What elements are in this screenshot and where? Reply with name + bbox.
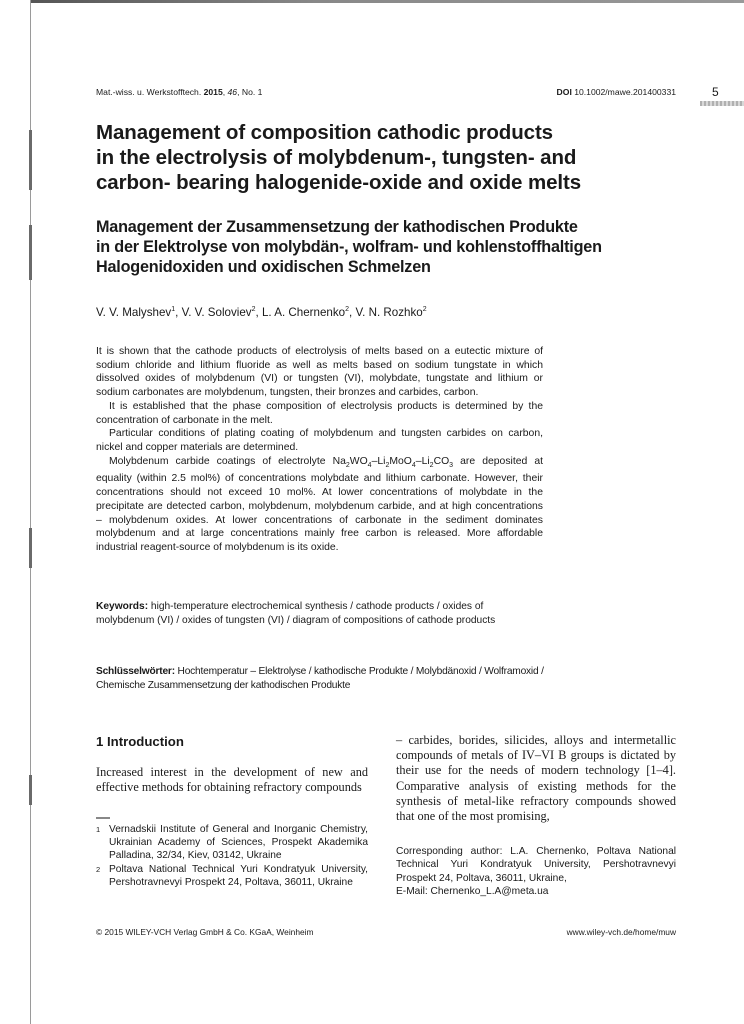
scan-artifact <box>29 225 32 280</box>
author: V. V. Malyshev$^1$ <box>96 306 176 319</box>
body-text-column-2: – carbides, borides, silicides, alloys and intermetallic compounds of metals of IV–VI B groups is dictated by their use for the needs of modern technology [1–4]. Comparative analysis of existing methods for the synthesis of metal-like refractory compounds showed that one of the most promising, <box>396 733 676 824</box>
german-keywords-text: Hochtemperatur – Elektrolyse / kathodische Produkte / Molybdänoxid / Wolframoxid / Chemische Zusammensetzung der kathodischen Produkte <box>96 666 544 691</box>
scan-artifact <box>29 130 32 190</box>
copyright: © 2015 WILEY-VCH Verlag GmbH & Co. KGaA, Weinheim <box>96 927 314 937</box>
author-list: V. V. Malyshev$^1$, V. V. Soloviev$^2$, L. A. Chernenko$^2$, V. N. Rozhko$^2$ <box>96 306 427 319</box>
title-line: in the electrolysis of molybdenum-, tungsten- and <box>96 146 577 169</box>
corresponding-author-email[interactable]: E-Mail: Chernenko_L.A@meta.ua <box>396 885 549 897</box>
keywords <box>96 600 536 627</box>
scan-artifact <box>29 775 32 805</box>
abstract-paragraph: Molybdenum carbide coatings of electrolyte $Na_2WO_4-Li_2MoO_4-Li_2CO_3$ are deposited at equality (within 2.5 mol%) of concentrations molybdate and lithium carbonate. However, their concentrations should not exceed 10 mol%. At lower concentrations of molybdate in the precipitate are detected carbon, molybdenum, molybdenum carbide, and at high concentrations – molybdenum oxides. At lower concentrations of carbonate in the sediment dominates molybdenum and at large concentrations mainly free carbon is released. More affordable industrial reagent-source of molybdenum is its oxide. <box>96 455 543 553</box>
page-number: 5 <box>712 85 719 99</box>
page-marker-band <box>700 101 744 106</box>
doi: DOI 10.1002/mawe.201400331 <box>556 87 676 97</box>
abstract-paragraph: It is shown that the cathode products of electrolysis of melts based on a eutectic mixture of sodium chloride and lithium fluoride as well as melts based on sodium tungstate in which dissolved oxides of molybdenum (VI) or tungsten (VI), molybdate, tungstate and lithium or sodium carbonates are molybdenum, tungsten, their bronzes and carbides, carbon. <box>96 346 543 399</box>
affiliation-footnotes <box>96 823 368 889</box>
title-english <box>96 120 696 195</box>
footnote: 1 Vernadskii Institute of General and Inorganic Chemistry, Ukrainian Academy of Sciences, Prospekt Akademika Palladina, 32/34, Kiev, 03142, Ukraine <box>96 824 368 862</box>
chemical-formula: $Na_2WO_4-Li_2MoO_4-Li_2CO_3$ <box>332 455 454 469</box>
journal-citation: Mat.-wiss. u. Werkstofftech. 2015, 46, No. 1 <box>96 87 263 97</box>
title-line: Halogenidoxiden und oxidischen Schmelzen <box>96 258 431 276</box>
publisher-url[interactable]: www.wiley-vch.de/home/muw <box>566 927 676 937</box>
scan-edge-top <box>30 0 744 3</box>
footnote-rule <box>96 817 110 819</box>
abstract-paragraph: It is established that the phase composition of electrolysis products is determined by the concentration of carbonate in the melt. <box>96 400 543 426</box>
author: L. A. Chernenko$^2$ <box>261 306 350 319</box>
corresponding-author <box>396 845 676 898</box>
author: V. N. Rozhko$^2$ <box>355 306 427 319</box>
abstract-paragraph: Particular conditions of plating coating of molybdenum and tungsten carbides on carbon, nickel and copper materials are determined. <box>96 428 543 453</box>
body-text-column-1: Increased interest in the development of new and effective methods for obtaining refractory compounds <box>96 765 368 795</box>
section-heading: 1 Introduction <box>96 734 184 749</box>
corresponding-author-address: Corresponding author: L.A. Chernenko, Poltava National Technical Yuri Kondratyuk University, Pershotravnevyi Prospekt 24, Poltava, 36011, Ukraine, <box>396 846 676 884</box>
title-line: carbon- bearing halogenide-oxide and oxide melts <box>96 171 582 194</box>
keywords-text: high-temperature electrochemical synthesis / cathode products / oxides of molybdenum (VI) / oxides of tungsten (VI) / diagram of compositions of cathode products <box>96 601 496 626</box>
keywords-label: Keywords: <box>96 601 149 612</box>
title-line: Management der Zusammensetzung der kathodischen Produkte <box>96 218 578 236</box>
title-line: Management of composition cathodic products <box>96 121 553 144</box>
abstract <box>96 345 543 555</box>
footnote: 2 Poltava National Technical Yuri Kondratyuk University, Pershotravnevyi Prospekt 24, Poltava, 36011, Ukraine <box>96 863 368 888</box>
german-keywords <box>96 665 566 692</box>
title-german <box>96 217 736 277</box>
title-line: in der Elektrolyse von molybdän-, wolfram- und kohlenstoffhaltigen <box>96 238 602 256</box>
scan-artifact <box>29 528 32 568</box>
german-keywords-label: Schlüsselwörter: <box>96 666 175 677</box>
author: V. V. Soloviev$^2$ <box>181 306 256 319</box>
